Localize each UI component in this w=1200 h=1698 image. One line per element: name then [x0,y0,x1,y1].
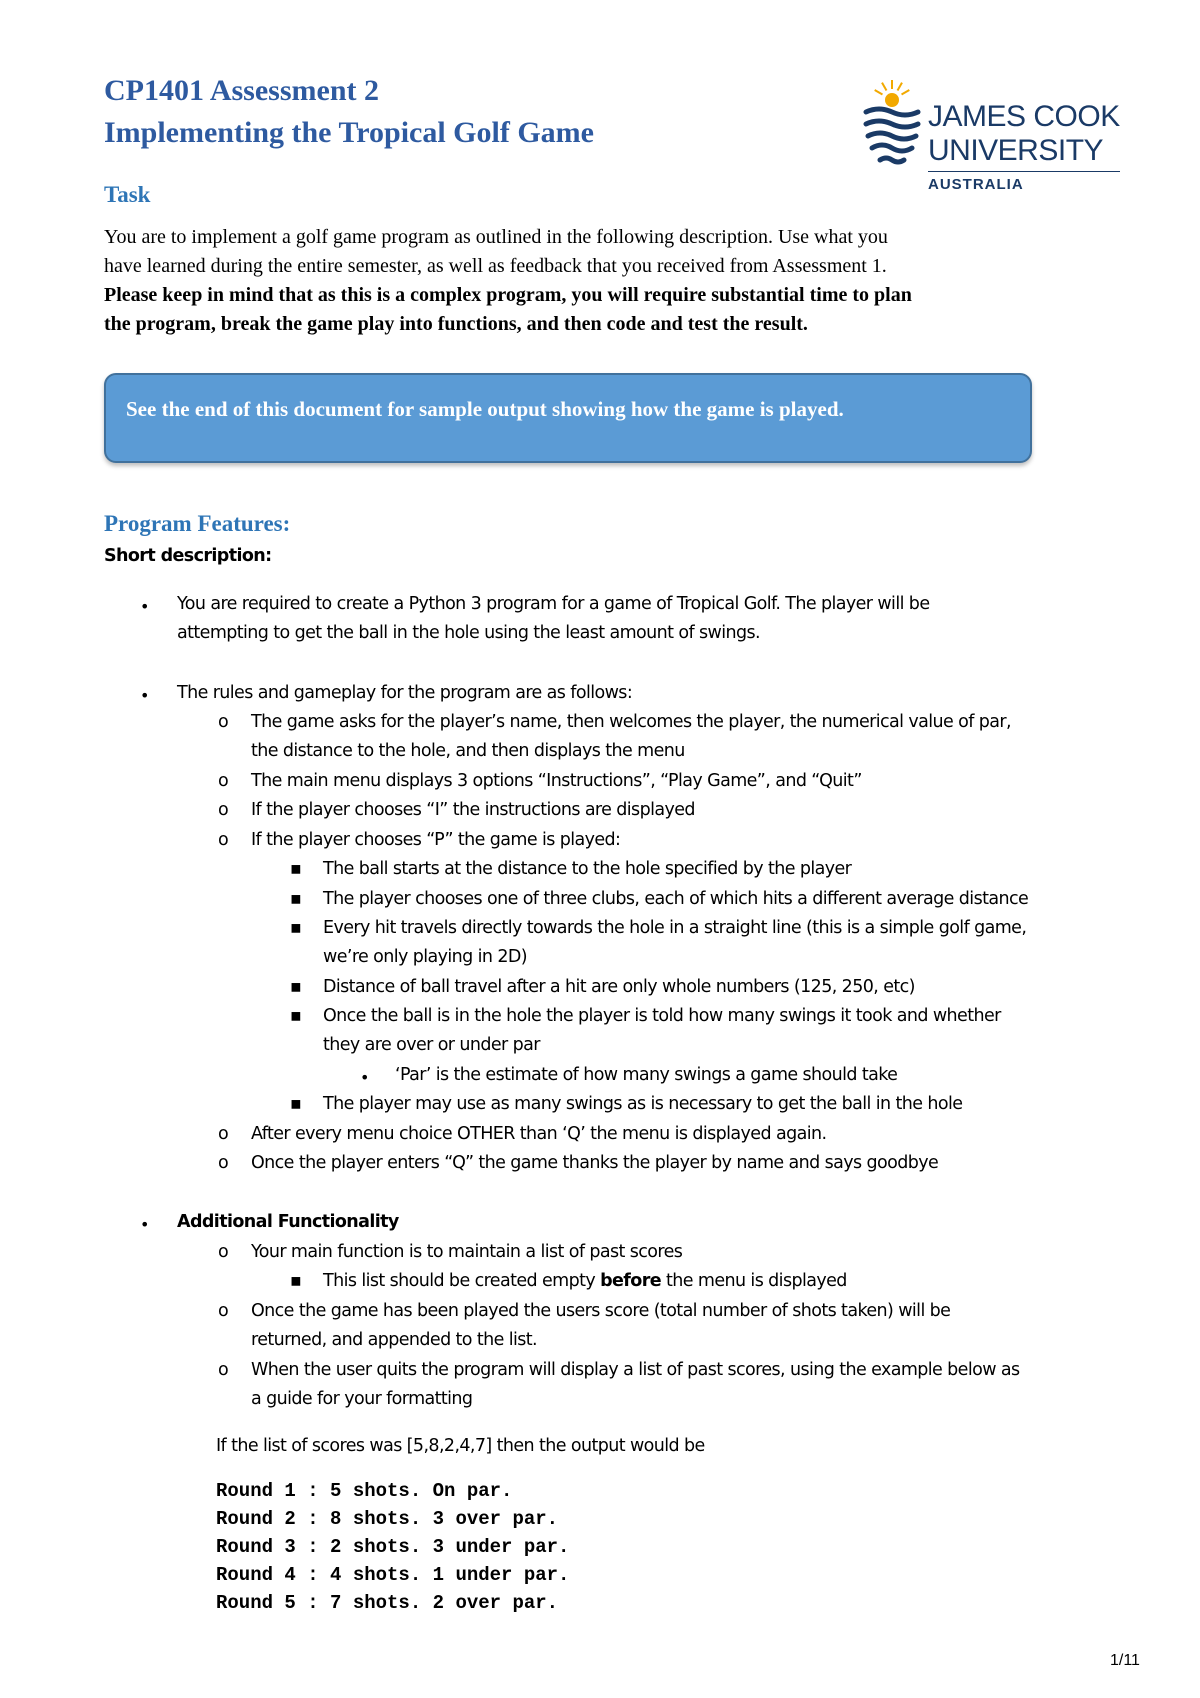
par-note: ‘Par’ is the estimate of how many swings a game should take [395,1065,898,1085]
square-marker: ▪ [290,889,302,909]
title-line-2: Implementing the Tropical Golf Game [104,116,594,149]
gameplay-item: The player chooses one of three clubs, each of which hits a different average distance [323,889,1029,909]
rule-item: If the player chooses “P” the game is played: [251,830,621,850]
bullet-marker: • [140,686,149,705]
bullet-marker: • [140,1215,149,1234]
circle-marker: o [218,771,229,791]
rule-item: The game asks for the player’s name, then welcomes the player, the numerical value of par, [251,712,1011,732]
gameplay-item-continued: they are over or under par [323,1035,540,1055]
gameplay-item: The player may use as many swings as is necessary to get the ball in the hole [323,1094,963,1114]
circle-marker: o [218,1153,229,1173]
square-marker: ▪ [290,859,302,879]
logo-line-3: AUSTRALIA [928,176,1024,193]
university-logo [860,78,1120,193]
bullet-marker: • [360,1068,369,1087]
task-paragraph [104,223,1104,339]
gameplay-item: Distance of ball travel after a hit are only whole numbers (125, 250, etc) [323,977,915,997]
circle-marker: o [218,712,229,732]
sun-waves-icon [860,78,924,178]
task-heading: Task [104,182,151,207]
functionality-item-continued: returned, and appended to the list. [251,1330,538,1350]
rule-item: If the player chooses “I” the instructions are displayed [251,800,695,820]
rule-item: Once the player enters “Q” the game thanks the player by name and says goodbye [251,1153,939,1173]
functionality-item: Once the game has been played the users score (total number of shots taken) will be [251,1301,951,1321]
rule-item: After every menu choice OTHER than ‘Q’ the menu is displayed again. [251,1124,827,1144]
program-features-heading: Program Features: [104,511,291,536]
circle-marker: o [218,1242,229,1262]
square-marker: ▪ [290,977,302,997]
circle-marker: o [218,1124,229,1144]
functionality-item: When the user quits the program will display a list of past scores, using the example below as [251,1360,1020,1380]
task-bold-line-2: the program, break the game play into functions, and then code and test the result. [104,313,808,335]
bullet-marker: • [140,597,149,616]
title-line-1: CP1401 Assessment 2 [104,74,379,107]
square-marker: ▪ [290,918,302,938]
output-line: Round 5 : 7 shots. 2 over par. [216,1592,559,1614]
gameplay-item: Once the ball is in the hole the player is told how many swings it took and whether [323,1006,1001,1026]
logo-line-2: UNIVERSITY [928,134,1120,172]
page-number: 1/11 [1110,1652,1140,1669]
functionality-subitem [323,1271,847,1291]
logo-line-1: JAMES COOK [928,100,1120,133]
task-line-2: have learned during the entire semester, as well as feedback that you received from Assessment 1. [104,255,887,277]
list-item: The rules and gameplay for the program are as follows: [177,683,633,703]
gameplay-item: The ball starts at the distance to the hole specified by the player [323,859,852,879]
rule-item: The main menu displays 3 options “Instructions”, “Play Game”, and “Quit” [251,771,862,791]
callout-text: See the end of this document for sample output showing how the game is played. [126,397,844,421]
rule-item-continued: the distance to the hole, and then displays the menu [251,741,685,761]
circle-marker: o [218,830,229,850]
subitem-text-pre: This list should be created empty [323,1271,601,1291]
circle-marker: o [218,1301,229,1321]
additional-functionality-label: Additional Functionality [177,1212,399,1232]
document-title [104,70,594,154]
logo-wordmark [928,100,1120,193]
example-intro: If the list of scores was [5,8,2,4,7] then the output would be [216,1436,705,1456]
list-item: You are required to create a Python 3 program for a game of Tropical Golf. The player will be [177,594,930,614]
square-marker: ▪ [290,1006,302,1026]
circle-marker: o [218,800,229,820]
output-line: Round 4 : 4 shots. 1 under par. [216,1564,570,1586]
output-line: Round 2 : 8 shots. 3 over par. [216,1508,559,1530]
output-line: Round 3 : 2 shots. 3 under par. [216,1536,570,1558]
square-marker: ▪ [290,1271,302,1291]
square-marker: ▪ [290,1094,302,1114]
short-description-label: Short description: [104,546,272,566]
functionality-item: Your main function is to maintain a list of past scores [251,1242,683,1262]
circle-marker: o [218,1360,229,1380]
functionality-item-continued: a guide for your formatting [251,1389,473,1409]
subitem-text-post: the menu is displayed [661,1271,847,1291]
output-line: Round 1 : 5 shots. On par. [216,1480,513,1502]
sample-output-callout [104,373,1032,463]
gameplay-item: Every hit travels directly towards the hole in a straight line (this is a simple golf game, [323,918,1027,938]
subitem-text-bold: before [600,1271,662,1291]
gameplay-item-continued: we’re only playing in 2D) [323,947,527,967]
task-bold-line-1: Please keep in mind that as this is a complex program, you will require substantial time to plan [104,284,912,306]
list-item-continued: attempting to get the ball in the hole using the least amount of swings. [177,623,760,643]
task-line-1: You are to implement a golf game program as outlined in the following description. Use what you [104,226,888,248]
